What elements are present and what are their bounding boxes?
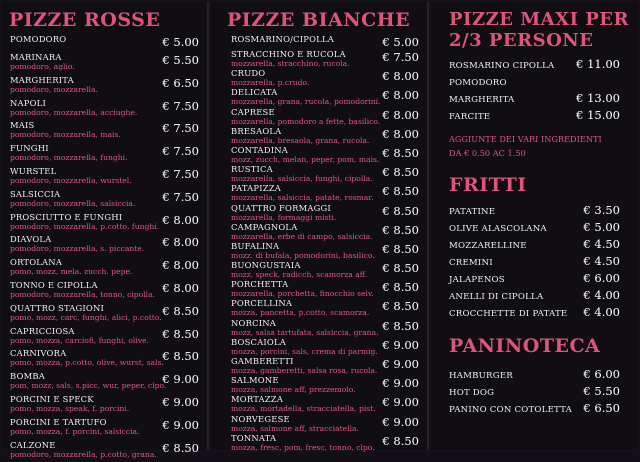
menu-item <box>211 241 427 260</box>
menu-item-ingredients: mozza, salmone aff, prezzemolo. <box>231 385 356 395</box>
menu-item-price: € 8.00 <box>382 69 419 84</box>
menu-item-price: € 4.50 <box>583 254 620 268</box>
menu-item <box>2 189 207 212</box>
menu-item <box>211 433 427 452</box>
menu-item-name: MORTAZZA <box>231 394 284 405</box>
menu-item-price: € 8.00 <box>382 107 419 122</box>
menu-item-ingredients: mozza, gamberetti, salsa rosa, rucola. <box>231 366 378 375</box>
menu-item-ingredients: mozzarella, bresaola, grana, rucola. <box>231 135 370 145</box>
menu-item <box>431 238 638 255</box>
menu-item-ingredients: pomo, mozz, mela. zucch. pepe. <box>10 267 133 277</box>
menu-item <box>431 75 638 92</box>
menu-item <box>431 368 638 385</box>
menu-item-ingredients: pomodoro, mozzarella, acciughe. <box>10 107 138 117</box>
menu-item-ingredients: mozza, mortadella, stracciatella, pist. <box>231 404 376 414</box>
menu-item <box>2 143 207 166</box>
menu-item-name: FUNGHI <box>10 143 49 154</box>
menu-item-name: NORVEGESE <box>231 413 290 424</box>
menu-item-name: NAPOLI <box>10 97 46 108</box>
menu-item-ingredients: mozz, speck, radicch, scamorza aff. <box>231 270 368 280</box>
menu-item <box>2 394 207 417</box>
menu-item-price: € 13.00 <box>576 91 620 105</box>
menu-item-ingredients: mozz. di bufala, pomodorini, basilico. <box>231 250 375 260</box>
pizze-maxi-title-line1: PIZZE MAXI PER <box>449 9 629 30</box>
menu-item-price: € 8.00 <box>382 126 419 141</box>
menu-item-ingredients: mozzarella, p.crudo. <box>231 78 310 88</box>
menu-item-price: € 9.00 <box>382 357 419 371</box>
menu-item-name: OLIVE ALASCOLANA <box>449 224 547 234</box>
menu-item-price: € 4.50 <box>583 237 620 251</box>
menu-item-name: TONNO E CIPOLLA <box>10 279 98 290</box>
menu-item <box>2 326 207 349</box>
menu-item-ingredients: pomodoro, mozzarella, p.cotto, funghi. <box>10 221 160 231</box>
menu-item-ingredients: mozzarella, porchetta, finocchio selv. <box>231 289 374 299</box>
menu-item-ingredients: mozz, salsa tartufata, salsiccia, grana. <box>231 327 379 337</box>
menu-item-ingredients: pomodoro, mozzarella, s. piccante. <box>10 244 145 254</box>
menu-item <box>2 98 207 121</box>
menu-item-price: € 8.50 <box>162 303 199 318</box>
fritti-title: FRITTI <box>449 174 527 196</box>
menu-item-name: HAMBURGER <box>449 371 513 381</box>
menu-item <box>2 417 207 440</box>
menu-item-price: € 8.00 <box>382 88 419 103</box>
menu-item-name: CAPRICCIOSA <box>10 325 75 336</box>
menu-item-name: HOT DOG <box>449 388 495 398</box>
menu-item-name: NORCINA <box>231 317 276 328</box>
menu-item <box>431 58 638 75</box>
menu-item-price: € 6.00 <box>583 367 620 381</box>
menu-item-ingredients: pomodoro, mozzarella, funghi. <box>10 153 128 163</box>
menu-item <box>431 109 638 126</box>
menu-item-ingredients: mozza, fresc, pom, fresc, tonno, clpo. <box>231 442 375 452</box>
menu-item-name: PORCELLINA <box>231 298 293 309</box>
pizze-bianche-title: PIZZE BIANCHE <box>227 9 411 31</box>
menu-item-price: € 5.50 <box>583 384 620 398</box>
menu-item <box>431 385 638 402</box>
menu-item-price: € 7.50 <box>162 121 199 136</box>
menu-item <box>431 306 638 323</box>
menu-item-name: DELICATA <box>231 87 278 98</box>
menu-item-price: € 8.50 <box>162 349 199 364</box>
menu-item <box>211 375 427 394</box>
menu-item <box>211 203 427 222</box>
menu-item <box>211 222 427 241</box>
menu-item-price: € 4.00 <box>583 288 620 302</box>
menu-item-price: € 8.00 <box>162 235 199 250</box>
menu-item-price: € 6.50 <box>162 75 199 90</box>
menu-item <box>2 348 207 371</box>
menu-item-ingredients: pomodoro, mozzarella, tonno, cipolla. <box>10 289 156 299</box>
menu-item-name: SALMONE <box>231 375 279 386</box>
menu-item <box>211 183 427 202</box>
menu-item-name: CALZONE <box>10 439 56 450</box>
menu-item <box>431 221 638 238</box>
menu-item <box>2 166 207 189</box>
menu-item-name: PORCINI E SPECK <box>10 393 94 404</box>
menu-item <box>431 272 638 289</box>
menu-item-ingredients: mozzarella, salsiccia, funghi, cipolla. <box>231 174 373 184</box>
menu-item-name: MAIS <box>10 120 35 131</box>
menu-item-ingredients: pomo, mozza, speak, f. porcini. <box>10 403 130 413</box>
menu-item-ingredients: mozzarella, stracchino, rucola. <box>231 59 350 68</box>
menu-item-name: ROSMARINO/CIPOLLA <box>231 34 334 44</box>
pizze-maxi-list <box>431 58 638 126</box>
menu-item <box>211 279 427 298</box>
menu-item-name: QUATTRO FORMAGGI <box>231 202 331 213</box>
menu-item-price: € 5.00 <box>583 220 620 234</box>
menu-item-price: € 8.50 <box>382 318 419 333</box>
menu-item-ingredients: mozzarella, erbe di campo, salsiccia. <box>231 231 373 241</box>
menu-item <box>211 298 427 317</box>
menu-item-ingredients: mozzarella, grana, rucola, pomodorini. <box>231 97 381 107</box>
menu-item-name: POMODORO <box>10 34 67 44</box>
menu-item-name: STRACCHINO E RUCOLA <box>231 49 346 59</box>
menu-item-name: ANELLI DI CIPOLLA <box>449 292 544 302</box>
menu-item-price: € 9.00 <box>382 395 419 410</box>
menu-item-name: BOMBA <box>10 371 45 382</box>
maxi-note-line1: AGGIUNTE DEI VARI INGREDIENTI <box>449 134 602 144</box>
menu-item-name: MARGHERITA <box>10 74 74 85</box>
menu-item-name: TONNATA <box>231 432 277 443</box>
menu-item-price: € 7.50 <box>382 50 419 64</box>
menu-item-price: € 8.50 <box>382 433 419 448</box>
menu-item <box>211 337 427 356</box>
menu-item-price: € 6.00 <box>583 271 620 285</box>
menu-item-ingredients: pomo, mozza, carciofi, funghi, olive. <box>10 335 149 345</box>
paninoteca-list <box>431 368 638 419</box>
menu-item <box>2 280 207 303</box>
right-column <box>431 2 638 450</box>
menu-item-name: CAMPAGNOLA <box>231 221 298 232</box>
menu-item-price: € 8.50 <box>382 203 419 218</box>
menu-item-price: € 8.00 <box>162 258 199 273</box>
menu-item-price: € 7.50 <box>162 166 199 181</box>
menu-item-price: € 5.00 <box>382 35 419 49</box>
menu-item <box>211 318 427 337</box>
menu-item <box>211 164 427 183</box>
menu-item-price: € 5.00 <box>162 35 199 49</box>
menu-item <box>211 126 427 145</box>
menu-item-ingredients: pomodoro, aglio. <box>10 62 75 71</box>
menu-item <box>431 402 638 419</box>
menu-item-name: BUONGUSTAIA <box>231 260 301 271</box>
menu-item <box>2 75 207 98</box>
menu-item <box>211 356 427 375</box>
menu-item-price: € 8.50 <box>382 145 419 160</box>
menu-item-ingredients: mozz, zucch, melan, peper, pom, mais. <box>231 154 380 164</box>
menu-item-name: CREMINI <box>449 258 493 268</box>
menu-item <box>2 234 207 257</box>
menu-item-price: € 7.50 <box>162 98 199 113</box>
menu-item-price: € 7.50 <box>162 189 199 204</box>
menu-item-price: € 9.00 <box>382 337 419 352</box>
pizze-rosse-title: PIZZE ROSSE <box>9 9 161 31</box>
menu-item-name: CROCCHETTE DI PATATE <box>449 309 568 319</box>
menu-item <box>2 303 207 326</box>
menu-item <box>431 255 638 272</box>
menu-item-name: BRESAOLA <box>231 125 282 136</box>
menu-item <box>431 92 638 109</box>
menu-item-name: CRUDO <box>231 68 266 79</box>
menu-item-name: POMODORO <box>449 78 507 88</box>
menu-item-ingredients: pomodoro, mozzarella, salsiccia. <box>10 198 136 208</box>
menu-item-price: € 15.00 <box>576 108 620 122</box>
menu-item-name: MARINARA <box>10 52 62 62</box>
menu-item-ingredients: pomo, mozz, carc, funghi, alici, p.cotto. <box>10 312 162 322</box>
menu-item <box>211 145 427 164</box>
menu-item-price: € 8.50 <box>382 222 419 237</box>
menu-item-ingredients: pom, mozz, sals, s.picc, wur, peper, clpo. <box>10 381 167 391</box>
menu-item-price: € 8.50 <box>382 280 419 295</box>
menu-item-ingredients: pomodoro, mozzarella, wurstel. <box>10 175 132 185</box>
menu-item <box>2 52 207 75</box>
menu-item-ingredients: pomodoro, mozzarella, p.cotto, grana. <box>10 449 157 459</box>
menu-item-ingredients: mozzarella, pomodoro a fette, basilico. <box>231 116 381 126</box>
menu-item-name: RUSTICA <box>231 164 273 175</box>
menu-item-ingredients: mozza, porcini, sals, crema di parmig. <box>231 346 378 356</box>
menu-item-price: € 9.00 <box>382 414 419 429</box>
menu-item-price: € 8.50 <box>162 440 199 455</box>
paninoteca-title: PANINOTECA <box>449 335 601 357</box>
menu-item <box>2 120 207 143</box>
menu-item-price: € 8.50 <box>162 326 199 341</box>
menu-item <box>211 68 427 87</box>
menu-item-name: PORCINI E TARTUFO <box>10 416 107 427</box>
menu-item-name: MOZZARELLINE <box>449 241 527 251</box>
menu-item <box>211 87 427 106</box>
pizze-bianche-list <box>211 34 427 452</box>
menu-item <box>211 394 427 413</box>
menu-item-name: ROSMARINO CIPOLLA <box>449 61 555 71</box>
menu-item-name: PROSCIUTTO E FUNGHI <box>10 211 123 222</box>
menu-item-price: € 5.50 <box>162 53 199 67</box>
menu-item-name: MARGHERITA <box>449 95 515 105</box>
menu-item-price: € 6.50 <box>583 401 620 415</box>
menu-item-price: € 8.50 <box>382 165 419 180</box>
menu-item-name: PATATINE <box>449 207 496 217</box>
menu-item-ingredients: pomodoro, mozzarella. <box>10 84 98 94</box>
menu-item-price: € 8.50 <box>382 241 419 256</box>
menu-item-ingredients: pomo, mozza, f. porcini, salsiccia. <box>10 426 140 436</box>
menu-item-price: € 9.00 <box>382 376 419 391</box>
menu-item <box>211 34 427 49</box>
menu-item-name: DIAVOLA <box>10 234 52 245</box>
menu-item-ingredients: pomo, mozza, p.cotto, olive, wurst, sals. <box>10 358 164 368</box>
menu-item-ingredients: mozza, salmone aff, stracciatella. <box>231 423 359 433</box>
menu-item-name: PANINO CON COTOLETTA <box>449 405 573 415</box>
menu-item-ingredients: mozzarella, salsiccia, patate, rosmar. <box>231 193 374 203</box>
fritti-list <box>431 204 638 323</box>
menu-item <box>211 260 427 279</box>
pizze-maxi-title-line2: 2/3 PERSONE <box>449 30 594 51</box>
pizze-bianche-column <box>211 2 429 450</box>
menu-item-name: FARCITE <box>449 112 491 122</box>
menu-item-name: SALSICCIA <box>10 188 61 199</box>
menu-item-price: € 8.50 <box>382 261 419 276</box>
menu-item <box>211 414 427 433</box>
menu-item <box>211 49 427 68</box>
menu-item-price: € 8.50 <box>382 299 419 314</box>
maxi-note-line2: DA € 0.50 AC 1.50 <box>449 148 526 158</box>
menu-item-price: € 11.00 <box>576 57 620 71</box>
menu-item-name: ORTOLANA <box>10 257 63 268</box>
menu-item-ingredients: pomodoro, mozzarella, mais. <box>10 130 121 140</box>
pizze-rosse-list <box>2 34 207 462</box>
menu-item-price: € 9.00 <box>162 394 199 409</box>
menu-item-price: € 9.00 <box>162 417 199 432</box>
menu-item-price: € 9.00 <box>162 372 199 387</box>
menu-item-price: € 8.00 <box>162 212 199 227</box>
menu-item <box>431 204 638 221</box>
menu-item-name: CONTADINA <box>231 144 288 155</box>
menu-item <box>2 212 207 235</box>
menu-item <box>431 289 638 306</box>
menu-item-price: € 8.00 <box>162 280 199 295</box>
menu-item <box>2 257 207 280</box>
menu-item-name: QUATTRO STAGIONI <box>10 302 105 313</box>
pizze-rosse-column <box>2 2 209 459</box>
menu-item-name: GAMBERETTI <box>231 356 294 366</box>
menu-item-price: € 3.50 <box>583 203 620 217</box>
menu-item-price: € 8.50 <box>382 184 419 199</box>
menu-item <box>2 440 207 462</box>
menu-item-price: € 4.00 <box>583 305 620 319</box>
menu-item-name: PORCHETTA <box>231 279 289 290</box>
menu-item-name: CAPRESE <box>231 106 275 117</box>
menu-item-ingredients: mozza, pancetta, p.cotto, scamorza. <box>231 308 370 318</box>
menu-item-name: BOSCAIOLA <box>231 336 286 347</box>
menu-item-name: CARNIVORA <box>10 348 67 359</box>
menu-item <box>2 371 207 394</box>
menu-item-price: € 7.50 <box>162 144 199 159</box>
menu-item-name: WURSTEL <box>10 165 57 176</box>
menu-item-name: PATAPIZZA <box>231 183 282 194</box>
menu-item-ingredients: mozzarella, formaggi misti. <box>231 212 337 222</box>
menu-item <box>2 34 207 52</box>
menu-item-name: BUFALINA <box>231 240 280 251</box>
menu-item-name: JALAPENOS <box>449 275 505 285</box>
menu-item <box>211 107 427 126</box>
